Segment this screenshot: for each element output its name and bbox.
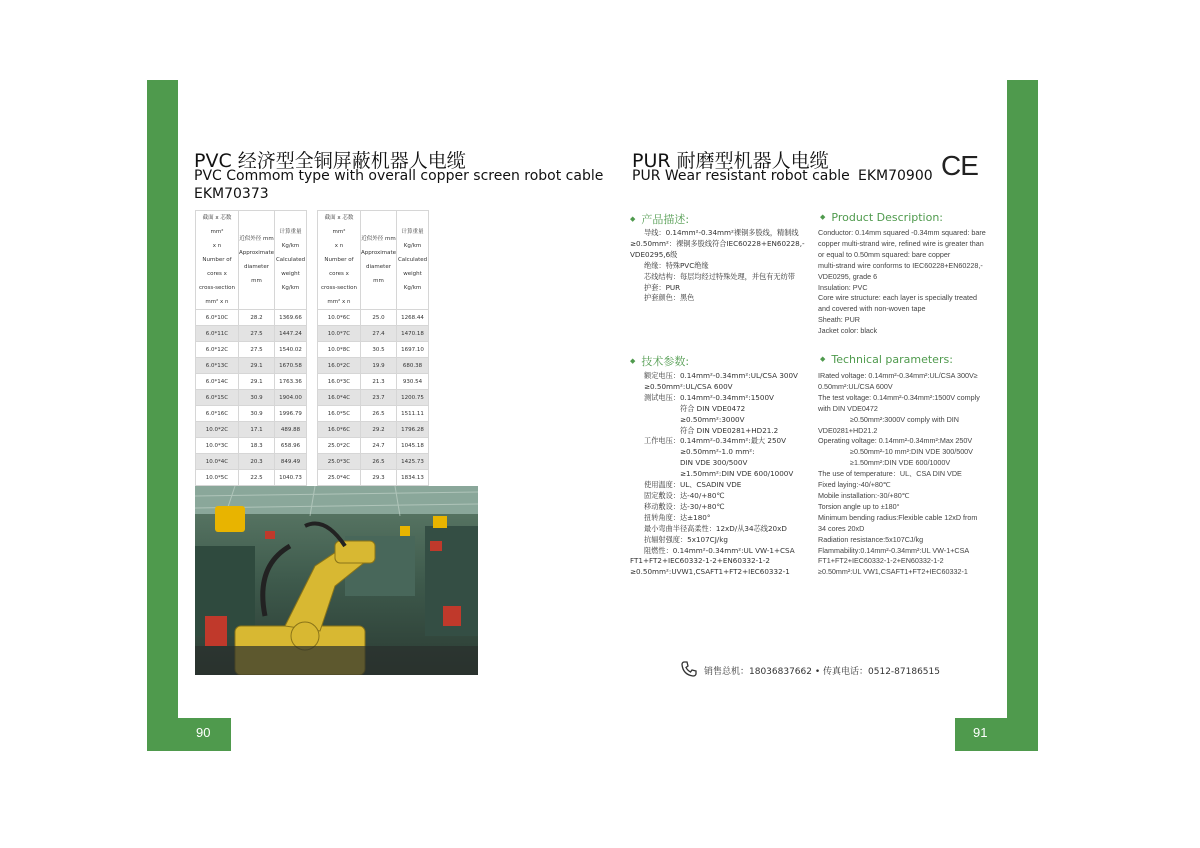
- text-line: Radiation resistance:5x107CJ/kg: [818, 534, 924, 544]
- table-row: [318, 454, 429, 470]
- text-line: FT1+FT2+IEC60332-1-2+EN60332-1-2: [818, 556, 944, 566]
- text-line: VDE0295, grade 6: [818, 271, 878, 281]
- table-cell: 30.9: [238, 406, 274, 422]
- header-line: Calculated: [397, 257, 428, 263]
- table-cell: 1996.79: [275, 406, 307, 422]
- table-cell: 6.0*12C: [196, 342, 239, 358]
- table-row: [196, 310, 307, 326]
- text-line: 导线：0.14mm²-0.34mm²裸铜多股线，精制线: [644, 228, 799, 237]
- left-page-number-tab: [147, 718, 231, 751]
- header-line: Approximate: [360, 250, 397, 256]
- text-line: 34 cores 20xD: [818, 523, 865, 533]
- tech-en-heading: ◆ Technical parameters:: [820, 353, 953, 366]
- table-row: [196, 374, 307, 390]
- table-cell: 10.0*3C: [196, 438, 239, 454]
- text-line: ≥0.50mm²:3000V comply with DIN: [850, 414, 959, 424]
- table-cell: 1540.02: [275, 342, 307, 358]
- table-cell: 10.0*6C: [318, 310, 361, 326]
- table-row: [196, 406, 307, 422]
- left-model: EKM70373: [194, 186, 269, 202]
- text-line: VDE0281+HD21.2: [818, 425, 878, 435]
- header-line: diameter: [244, 264, 269, 270]
- table-cell: 1268.44: [397, 310, 429, 326]
- text-line: or equal to 0.50mm squared: bare copper: [818, 249, 951, 259]
- text-line: and covered with non-woven tape: [818, 304, 926, 314]
- header-line: Number of: [202, 257, 232, 263]
- desc-cn-text: [630, 228, 810, 304]
- header-line: weight: [403, 271, 422, 277]
- table-cell: 10.0*8C: [318, 342, 361, 358]
- table-cell: 10.0*5C: [196, 470, 239, 486]
- table-row: [318, 358, 429, 374]
- text-line: 固定敷设：达-40/+80℃: [644, 490, 725, 500]
- table-cell: 1425.73: [397, 454, 429, 470]
- header-line: Kg/km: [403, 285, 422, 291]
- table-cell: 6.0*14C: [196, 374, 239, 390]
- text-line: 扭转角度：达±180°: [644, 512, 711, 522]
- text-line: with DIN VDE0472: [818, 403, 878, 413]
- text-line: The use of temperature：UL、CSA DIN VDE: [818, 469, 962, 479]
- tech-en-text: [818, 371, 998, 578]
- header-line: cross-section: [198, 285, 235, 291]
- header-line: cores x: [329, 271, 349, 277]
- table-row: [196, 470, 307, 486]
- text-line: ≥0.50mm²:UL/CSA 600V: [644, 381, 733, 391]
- table-header-row: [318, 211, 429, 310]
- table-cell: 23.7: [360, 390, 396, 406]
- header-line: 计算重量: [279, 229, 302, 235]
- table-cell: 16.0*2C: [318, 358, 361, 374]
- right-title-en: PUR Wear resistant robot cable: [632, 168, 850, 184]
- diamond-bullet-icon: ◆: [820, 355, 826, 363]
- desc-en-heading: ◆ Product Description:: [820, 211, 944, 224]
- table-cell: 29.1: [238, 374, 274, 390]
- header-line: 近似外径 mm: [239, 236, 274, 242]
- right-page-green-bar: [1007, 80, 1038, 751]
- table-cell: 25.0*2C: [318, 438, 361, 454]
- text-line: ≥0.50mm²:3000V: [680, 414, 745, 424]
- table-row: [318, 342, 429, 358]
- header-line: Kg/km: [281, 243, 300, 249]
- table-cell: 1369.66: [275, 310, 307, 326]
- table-cell: 1040.73: [275, 470, 307, 486]
- table-cell: 1697.10: [397, 342, 429, 358]
- tech-cn-heading: ◆ 技术参数:: [630, 355, 690, 368]
- table-cell: 27.4: [360, 326, 396, 342]
- left-page-green-bar: [147, 80, 178, 751]
- text-line: 最小弯曲半径高柔性：12xD/从34芯线20xD: [644, 523, 787, 533]
- table-cell: 29.1: [238, 358, 274, 374]
- table-row: [196, 454, 307, 470]
- table-cell: 1904.00: [275, 390, 307, 406]
- table-cell: 27.5: [238, 342, 274, 358]
- diamond-bullet-icon: ◆: [820, 213, 826, 221]
- table-cell: 1511.11: [397, 406, 429, 422]
- table-row: [318, 422, 429, 438]
- header-line: mm² x n: [205, 299, 229, 305]
- table-row: [196, 326, 307, 342]
- table-row: [318, 438, 429, 454]
- text-line: Core wire structure: each layer is specially treated: [818, 293, 977, 303]
- table-cell: 930.54: [397, 374, 429, 390]
- table-header-cell: [238, 211, 274, 310]
- left-title-cn: PVC 经济型全铜屏蔽机器人电缆: [194, 150, 466, 172]
- table-cell: 20.3: [238, 454, 274, 470]
- header-line: x n: [212, 243, 222, 249]
- table-row: [196, 390, 307, 406]
- table-cell: 26.5: [360, 454, 396, 470]
- contact-text: 销售总机：18036837662 • 传真电话：0512-87186515: [704, 667, 940, 677]
- text-line: DIN VDE 300/500V: [680, 458, 748, 468]
- text-line: Jacket color: black: [818, 326, 878, 336]
- text-line: ≥0.50mm²-1.0 mm²:: [680, 447, 755, 457]
- text-line: Mobile installation:-30/+80℃: [818, 490, 910, 500]
- header-line: mm² x n: [327, 299, 351, 305]
- text-line: ≥0.50mm²-10 mm²:DIN VDE 300/500V: [850, 447, 973, 457]
- table-cell: 16.0*4C: [318, 390, 361, 406]
- right-page-number-tab: [955, 718, 1038, 751]
- phone-icon: [680, 660, 698, 681]
- table-cell: 849.49: [275, 454, 307, 470]
- text-line: copper multi-strand wire, refined wire is greater than: [818, 238, 984, 248]
- table-cell: 17.1: [238, 422, 274, 438]
- table-cell: 25.0*4C: [318, 470, 361, 486]
- right-title-cn: PUR 耐磨型机器人电缆: [632, 150, 829, 172]
- table-cell: 680.38: [397, 358, 429, 374]
- text-line: 使用温度：UL、CSADIN VDE: [644, 480, 742, 490]
- table-cell: 10.0*7C: [318, 326, 361, 342]
- table-cell: 6.0*15C: [196, 390, 239, 406]
- table-cell: 6.0*10C: [196, 310, 239, 326]
- table-cell: 1200.75: [397, 390, 429, 406]
- right-model: EKM70900: [858, 168, 933, 184]
- table-cell: 22.5: [238, 470, 274, 486]
- table-row: [196, 438, 307, 454]
- header-line: weight: [281, 271, 300, 277]
- table-cell: 24.7: [360, 438, 396, 454]
- text-line: ≥1.50mm²:DIN VDE 600/1000V: [680, 469, 794, 479]
- table-cell: 1470.18: [397, 326, 429, 342]
- text-line: ≥0.50mm²:UVW1,CSAFT1+FT2+IEC60332-1: [630, 567, 790, 577]
- table-cell: 10.0*4C: [196, 454, 239, 470]
- table-cell: 10.0*2C: [196, 422, 239, 438]
- table-cell: 21.3: [360, 374, 396, 390]
- text-line: 阻燃性：0.14mm²-0.34mm²:UL VW-1+CSA: [644, 545, 795, 555]
- table-header-cell: [360, 211, 396, 310]
- table-cell: 29.3: [360, 470, 396, 486]
- table-cell: 29.2: [360, 422, 396, 438]
- text-line: Fixed laying:-40/+80℃: [818, 480, 891, 490]
- table-row: [318, 390, 429, 406]
- table-cell: 30.5: [360, 342, 396, 358]
- header-line: 截面 x 芯数 mm²: [324, 215, 354, 235]
- table-row: [196, 342, 307, 358]
- table-row: [318, 470, 429, 486]
- table-cell: 6.0*13C: [196, 358, 239, 374]
- diamond-bullet-icon: ◆: [630, 215, 636, 223]
- header-line: cross-section: [320, 285, 357, 291]
- table-header-cell: [318, 211, 361, 310]
- ce-mark-icon: CE: [941, 150, 978, 181]
- text-line: ≥0.50mm²:UL VW1,CSAFT1+FT2+IEC60332-1: [818, 567, 968, 577]
- left-page-number: 90: [196, 725, 211, 740]
- table-cell: 25.0*3C: [318, 454, 361, 470]
- header-line: mm: [251, 278, 262, 284]
- table-cell: 19.9: [360, 358, 396, 374]
- text-line: The test voltage: 0.14mm²-0.34mm²:1500V comply: [818, 392, 980, 402]
- table-row: [318, 406, 429, 422]
- spec-table-2: [317, 210, 429, 486]
- text-line: 移动敷设：达-30/+80℃: [644, 501, 725, 511]
- left-title-en: PVC Commom type with overall copper screen robot cable: [194, 168, 604, 184]
- table-cell: 1045.18: [397, 438, 429, 454]
- text-line: Minimum bending radius:Flexible cable 12xD from: [818, 512, 978, 522]
- table-cell: 18.3: [238, 438, 274, 454]
- table-cell: 1834.13: [397, 470, 429, 486]
- header-line: Calculated: [275, 257, 306, 263]
- table-cell: 30.9: [238, 390, 274, 406]
- text-line: 测试电压：0.14mm²-0.34mm²:1500V: [644, 392, 774, 402]
- table-header-cell: [275, 211, 307, 310]
- spec-table-1: [195, 210, 307, 486]
- table-cell: 658.96: [275, 438, 307, 454]
- table-cell: 6.0*11C: [196, 326, 239, 342]
- table-cell: 1670.58: [275, 358, 307, 374]
- table-cell: 16.0*5C: [318, 406, 361, 422]
- table-cell: 6.0*16C: [196, 406, 239, 422]
- text-line: FT1+FT2+IEC60332-1-2+EN60332-1-2: [630, 556, 771, 566]
- text-line: IRated voltage: 0.14mm²-0.34mm²:UL/CSA 300V≥: [818, 371, 978, 380]
- text-line: multi-strand wire conforms to IEC60228+EN60228,-: [818, 260, 983, 270]
- tech-cn-text: [630, 371, 815, 578]
- header-line: Number of: [324, 257, 354, 263]
- header-line: Kg/km: [403, 243, 422, 249]
- table-cell: 489.88: [275, 422, 307, 438]
- header-line: cores x: [207, 271, 227, 277]
- table-cell: 16.0*3C: [318, 374, 361, 390]
- table-row: [318, 326, 429, 342]
- text-line: 绝缘：特殊PVC绝缘: [644, 260, 709, 270]
- text-line: VDE0295,6级: [630, 249, 678, 259]
- text-line: 抗辐射强度：5x107CJ/kg: [644, 534, 728, 544]
- table-row: [196, 422, 307, 438]
- header-line: Approximate: [238, 250, 275, 256]
- table-cell: 1447.24: [275, 326, 307, 342]
- header-line: 近似外径 mm: [361, 236, 396, 242]
- table-row: [318, 374, 429, 390]
- contact-line: [680, 660, 940, 681]
- text-line: Torsion angle up to ±180°: [818, 501, 900, 511]
- text-line: Flammability:0.14mm²-0.34mm²:UL VW-1+CSA: [818, 545, 970, 555]
- text-line: 芯线结构：每层均经过特殊处理，并包有无纺带: [644, 271, 795, 281]
- table-cell: 27.5: [238, 326, 274, 342]
- text-line: 0.50mm²:UL/CSA 600V: [818, 381, 893, 391]
- text-line: 护套颜色：黑色: [644, 293, 695, 303]
- header-line: 截面 x 芯数 mm²: [202, 215, 232, 235]
- text-line: Operating voltage: 0.14mm²-0.34mm²:Max 250V: [818, 436, 973, 446]
- table-cell: 25.0: [360, 310, 396, 326]
- text-line: 额定电压：0.14mm²-0.34mm²:UL/CSA 300V: [644, 371, 798, 380]
- header-line: mm: [373, 278, 384, 284]
- text-line: 符合 DIN VDE0472: [680, 403, 746, 413]
- header-line: Kg/km: [281, 285, 300, 291]
- text-line: Conductor: 0.14mm squared -0.34mm squared: bare: [818, 228, 986, 237]
- table-cell: 1763.36: [275, 374, 307, 390]
- header-line: x n: [334, 243, 344, 249]
- table-header-cell: [196, 211, 239, 310]
- text-line: Sheath: PUR: [818, 315, 860, 325]
- table-cell: 28.2: [238, 310, 274, 326]
- text-line: ≥0.50mm²：裸铜多股线符合IEC60228+EN60228,-: [630, 238, 805, 248]
- header-line: diameter: [366, 264, 391, 270]
- text-line: ≥1.50mm²:DIN VDE 600/1000V: [850, 458, 951, 468]
- table-header-cell: [397, 211, 429, 310]
- desc-cn-heading: ◆ 产品描述:: [630, 213, 690, 226]
- diamond-bullet-icon: ◆: [630, 357, 636, 365]
- desc-en-text: [818, 228, 998, 337]
- table-cell: 1796.28: [397, 422, 429, 438]
- text-line: Insulation: PVC: [818, 282, 868, 292]
- header-line: 计算重量: [401, 229, 424, 235]
- text-line: 护套：PUR: [644, 282, 681, 292]
- table-cell: 26.5: [360, 406, 396, 422]
- table-header-row: [196, 211, 307, 310]
- robot-factory-photo: [195, 486, 478, 675]
- right-page-number: 91: [973, 725, 988, 740]
- text-line: 工作电压：0.14mm²-0.34mm²:最大 250V: [644, 436, 787, 446]
- text-line: 符合 DIN VDE0281+HD21.2: [680, 425, 779, 435]
- table-row: [318, 310, 429, 326]
- table-row: [196, 358, 307, 374]
- table-cell: 16.0*6C: [318, 422, 361, 438]
